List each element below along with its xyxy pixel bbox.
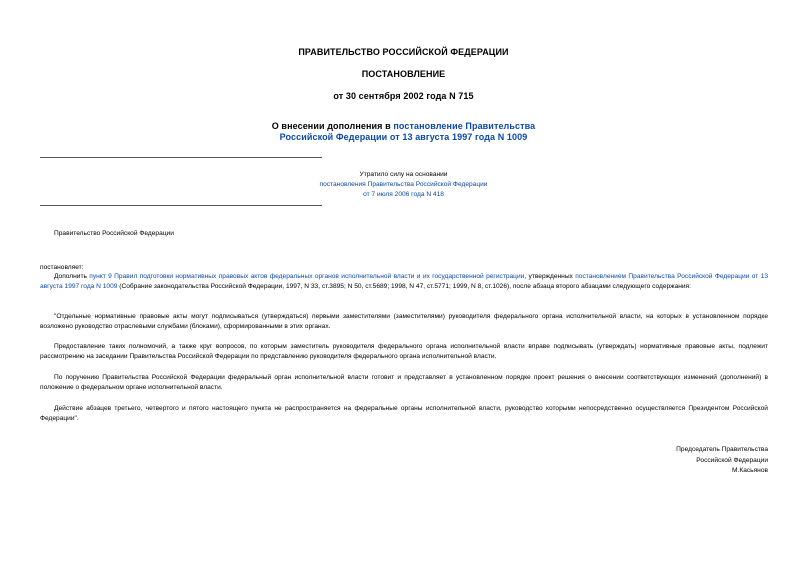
paragraph-1 xyxy=(40,272,768,293)
title-prefix: О внесении дополнения в xyxy=(271,121,394,131)
title-link-decree[interactable]: постановление Правительства xyxy=(393,121,536,131)
issuer-line: Правительство Российской Федерации xyxy=(54,230,174,237)
signature-org: Российской Федерации xyxy=(696,456,768,464)
decree-word: постановляет: xyxy=(40,264,84,271)
divider-top xyxy=(40,157,322,158)
divider-bottom xyxy=(40,205,322,206)
signature-title: Председатель Правительства xyxy=(676,446,768,453)
signature-name: М.Касьянов xyxy=(732,467,768,474)
paragraph-2: "Отдельные нормативные правовые акты могут подписываться (утверждаться) первыми заместителями (заместителями) руководителя федерального органа исполнительной власти, на которых в установленном порядке возложено руководство отраслевыми службами (блоками), сформированными в этих органах. xyxy=(40,313,768,331)
repeal-notice-text: Утратило силу на основании xyxy=(359,171,448,178)
paragraph-5: Действие абзацев третьего, четвертого и пятого настоящего пункта не распространяется на федеральные органы исполнительной власти, руководство которыми непосредственно осуществляется Президентом Российской Федерации". xyxy=(40,405,768,423)
signature-block xyxy=(568,445,768,477)
repeal-notice-link[interactable]: постановления Правительства Российской Федерации xyxy=(319,181,488,188)
p1-text-end: (Собрание законодательства Российской Федерации, 1997, N 33, ст.3895; N 50, ст.5689; 1998, N 47, ст.5771; 1999, N 8, ст.1026), после абзаца второго абзацами следующего содержания: xyxy=(117,283,691,291)
p1-text-start: Дополнить xyxy=(54,273,90,280)
document-type: ПОСТАНОВЛЕНИЕ xyxy=(361,69,446,79)
p1-text-mid: , утвержденных xyxy=(524,273,576,280)
paragraph-3: Предоставление таких полномочий, а также круг вопросов, по которым заместитель руководителя федерального органа исполнительной власти вправе подписывать (утверждать) нормативные правовые акты, подлежит рассмотрению на заседании Правительства Российской Федерации по представлению руководителя федерального органа исполнительной власти. xyxy=(40,343,768,361)
government-heading: ПРАВИТЕЛЬСТВО РОССИЙСКОЙ ФЕДЕРАЦИИ xyxy=(298,47,509,57)
document-title xyxy=(0,121,807,143)
paragraph-4: По поручению Правительства Российской Федерации федеральный орган исполнительной власти готовит и представляет в установленном порядке проект решения о внесении соответствующих изменений (дополнений) в положение о федеральном органе исполнительной власти. xyxy=(40,374,768,392)
repeal-notice-link-date[interactable]: от 7 июля 2006 года N 418 xyxy=(363,191,444,198)
repeal-notice xyxy=(0,170,807,200)
p1-link-decree[interactable]: постановлением Правительства Российской Федерации от 13 августа 1997 года N 1009 xyxy=(40,273,768,291)
document-date: от 30 сентября 2002 года N 715 xyxy=(333,91,474,101)
p1-link-rules[interactable]: пункт 9 Правил подготовки нормативных правовых актов федеральных органов исполнительной власти и их государственной регистрации xyxy=(89,273,525,280)
title-link-decree-cont[interactable]: Российской Федерации от 13 августа 1997 года N 1009 xyxy=(279,132,528,142)
